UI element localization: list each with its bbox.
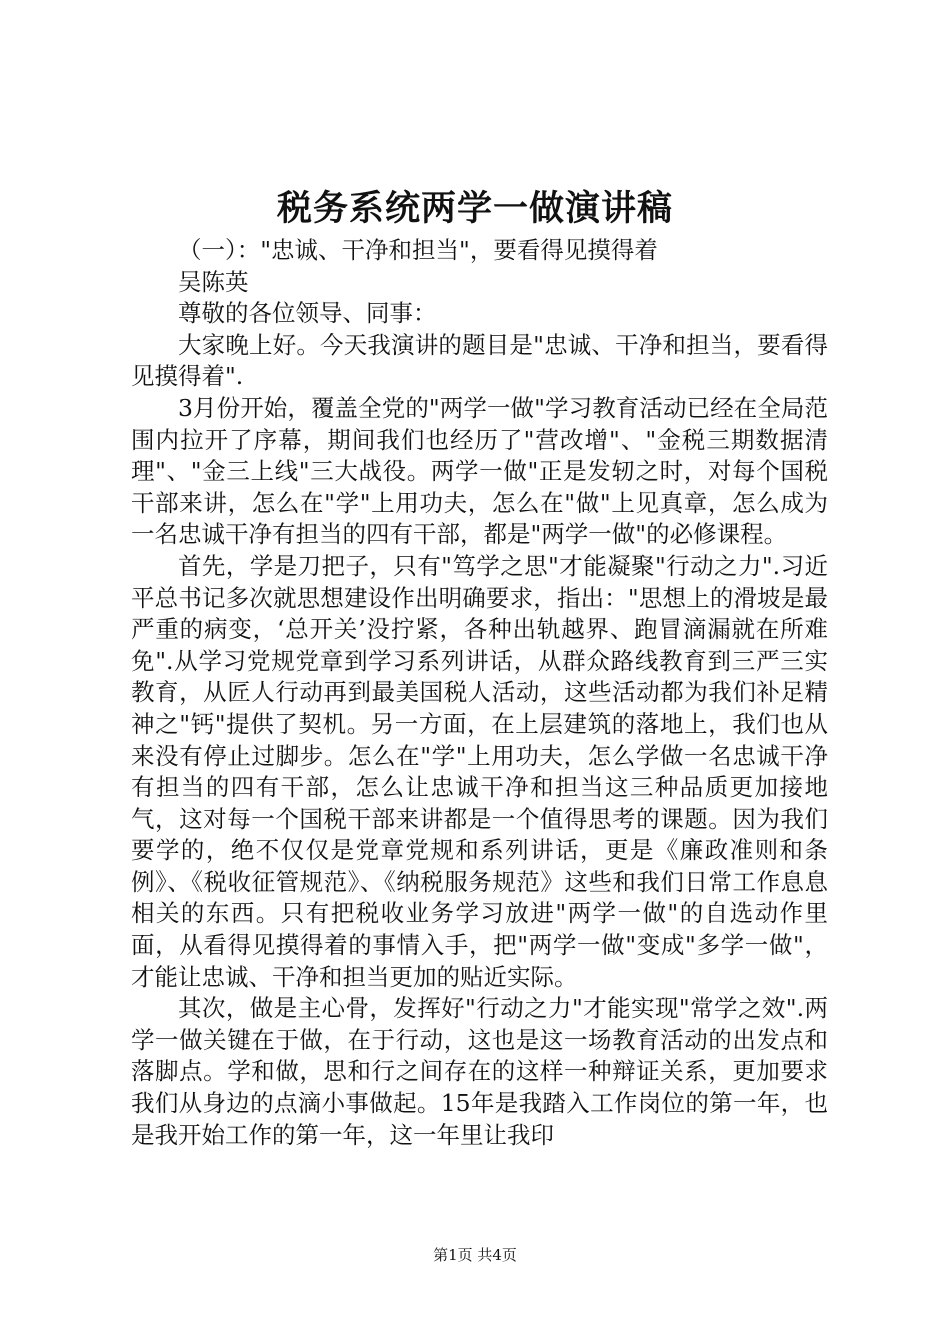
document-body	[131, 235, 828, 1151]
author-paragraph: 吴陈英	[178, 267, 249, 296]
document-title: 税务系统两学一做演讲稿	[276, 189, 673, 229]
body-paragraph: 首先，学是刀把子，只有"笃学之思"才能凝聚"行动之力".习近平总书记多次就思想建设作出明确要求，指出："思想上的滑坡是最严重的病变，‘总开关’没拧紧，各种出轨越界、跑冒滴漏就在所难免".从学习党规党章到学习系列讲话，从群众路线教育到三严三实教育，从匠人行动再到最美国税人活动，这些活动都为我们补足精神之"钙"提供了契机。另一方面，在上层建筑的落地上，我们也从来没有停止过脚步。怎么在"学"上用功夫，怎么学做一名忠诚干净有担当的四有干部，怎么让忠诚干净和担当这三种品质更加接地气，这对每一个国税干部来讲都是一个值得思考的课题。因为我们要学的，绝不仅仅是党章党规和系列讲话，更是《廉政准则和条例》、《税收征管规范》、《纳税服务规范》这些和我们日常工作息息相关的东西。只有把税收业务学习放进"两学一做"的自选动作里面，从看得见摸得着的事情入手，把"两学一做"变成"多学一做"，才能让忠诚、干净和担当更加的贴近实际。	[131, 551, 828, 991]
salutation-paragraph: 尊敬的各位领导、同事：	[178, 299, 437, 328]
body-paragraph: 其次，做是主心骨，发挥好"行动之力"才能实现"常学之效".两学一做关键在于做，在于行动，这也是这一场教育活动的出发点和落脚点。学和做，思和行之间存在的这样一种辩证关系，更加要求我们从身边的点滴小事做起。15年是我踏入工作岗位的第一年，也是我开始工作的第一年，这一年里让我印	[131, 994, 828, 1149]
page-footer: 第1页 共4页	[433, 1246, 517, 1264]
greeting-paragraph: 大家晚上好。今天我演讲的题目是"忠诚、干净和担当，要看得见摸得着".	[131, 330, 828, 391]
body-paragraph: 3月份开始，覆盖全党的"两学一做"学习教育活动已经在全局范围内拉开了序幕，期间我们也经历了"营改增"、"金税三期数据清理"、"金三上线"三大战役。两学一做"正是发轫之时，对每个国税干部来讲，怎么在"学"上用功夫，怎么在"做"上见真章，怎么成为一名忠诚干净有担当的四有干部，都是"两学一做"的必修课程。	[131, 393, 828, 549]
subtitle-paragraph: （一）："忠诚、干净和担当"，要看得见摸得着	[178, 236, 658, 264]
